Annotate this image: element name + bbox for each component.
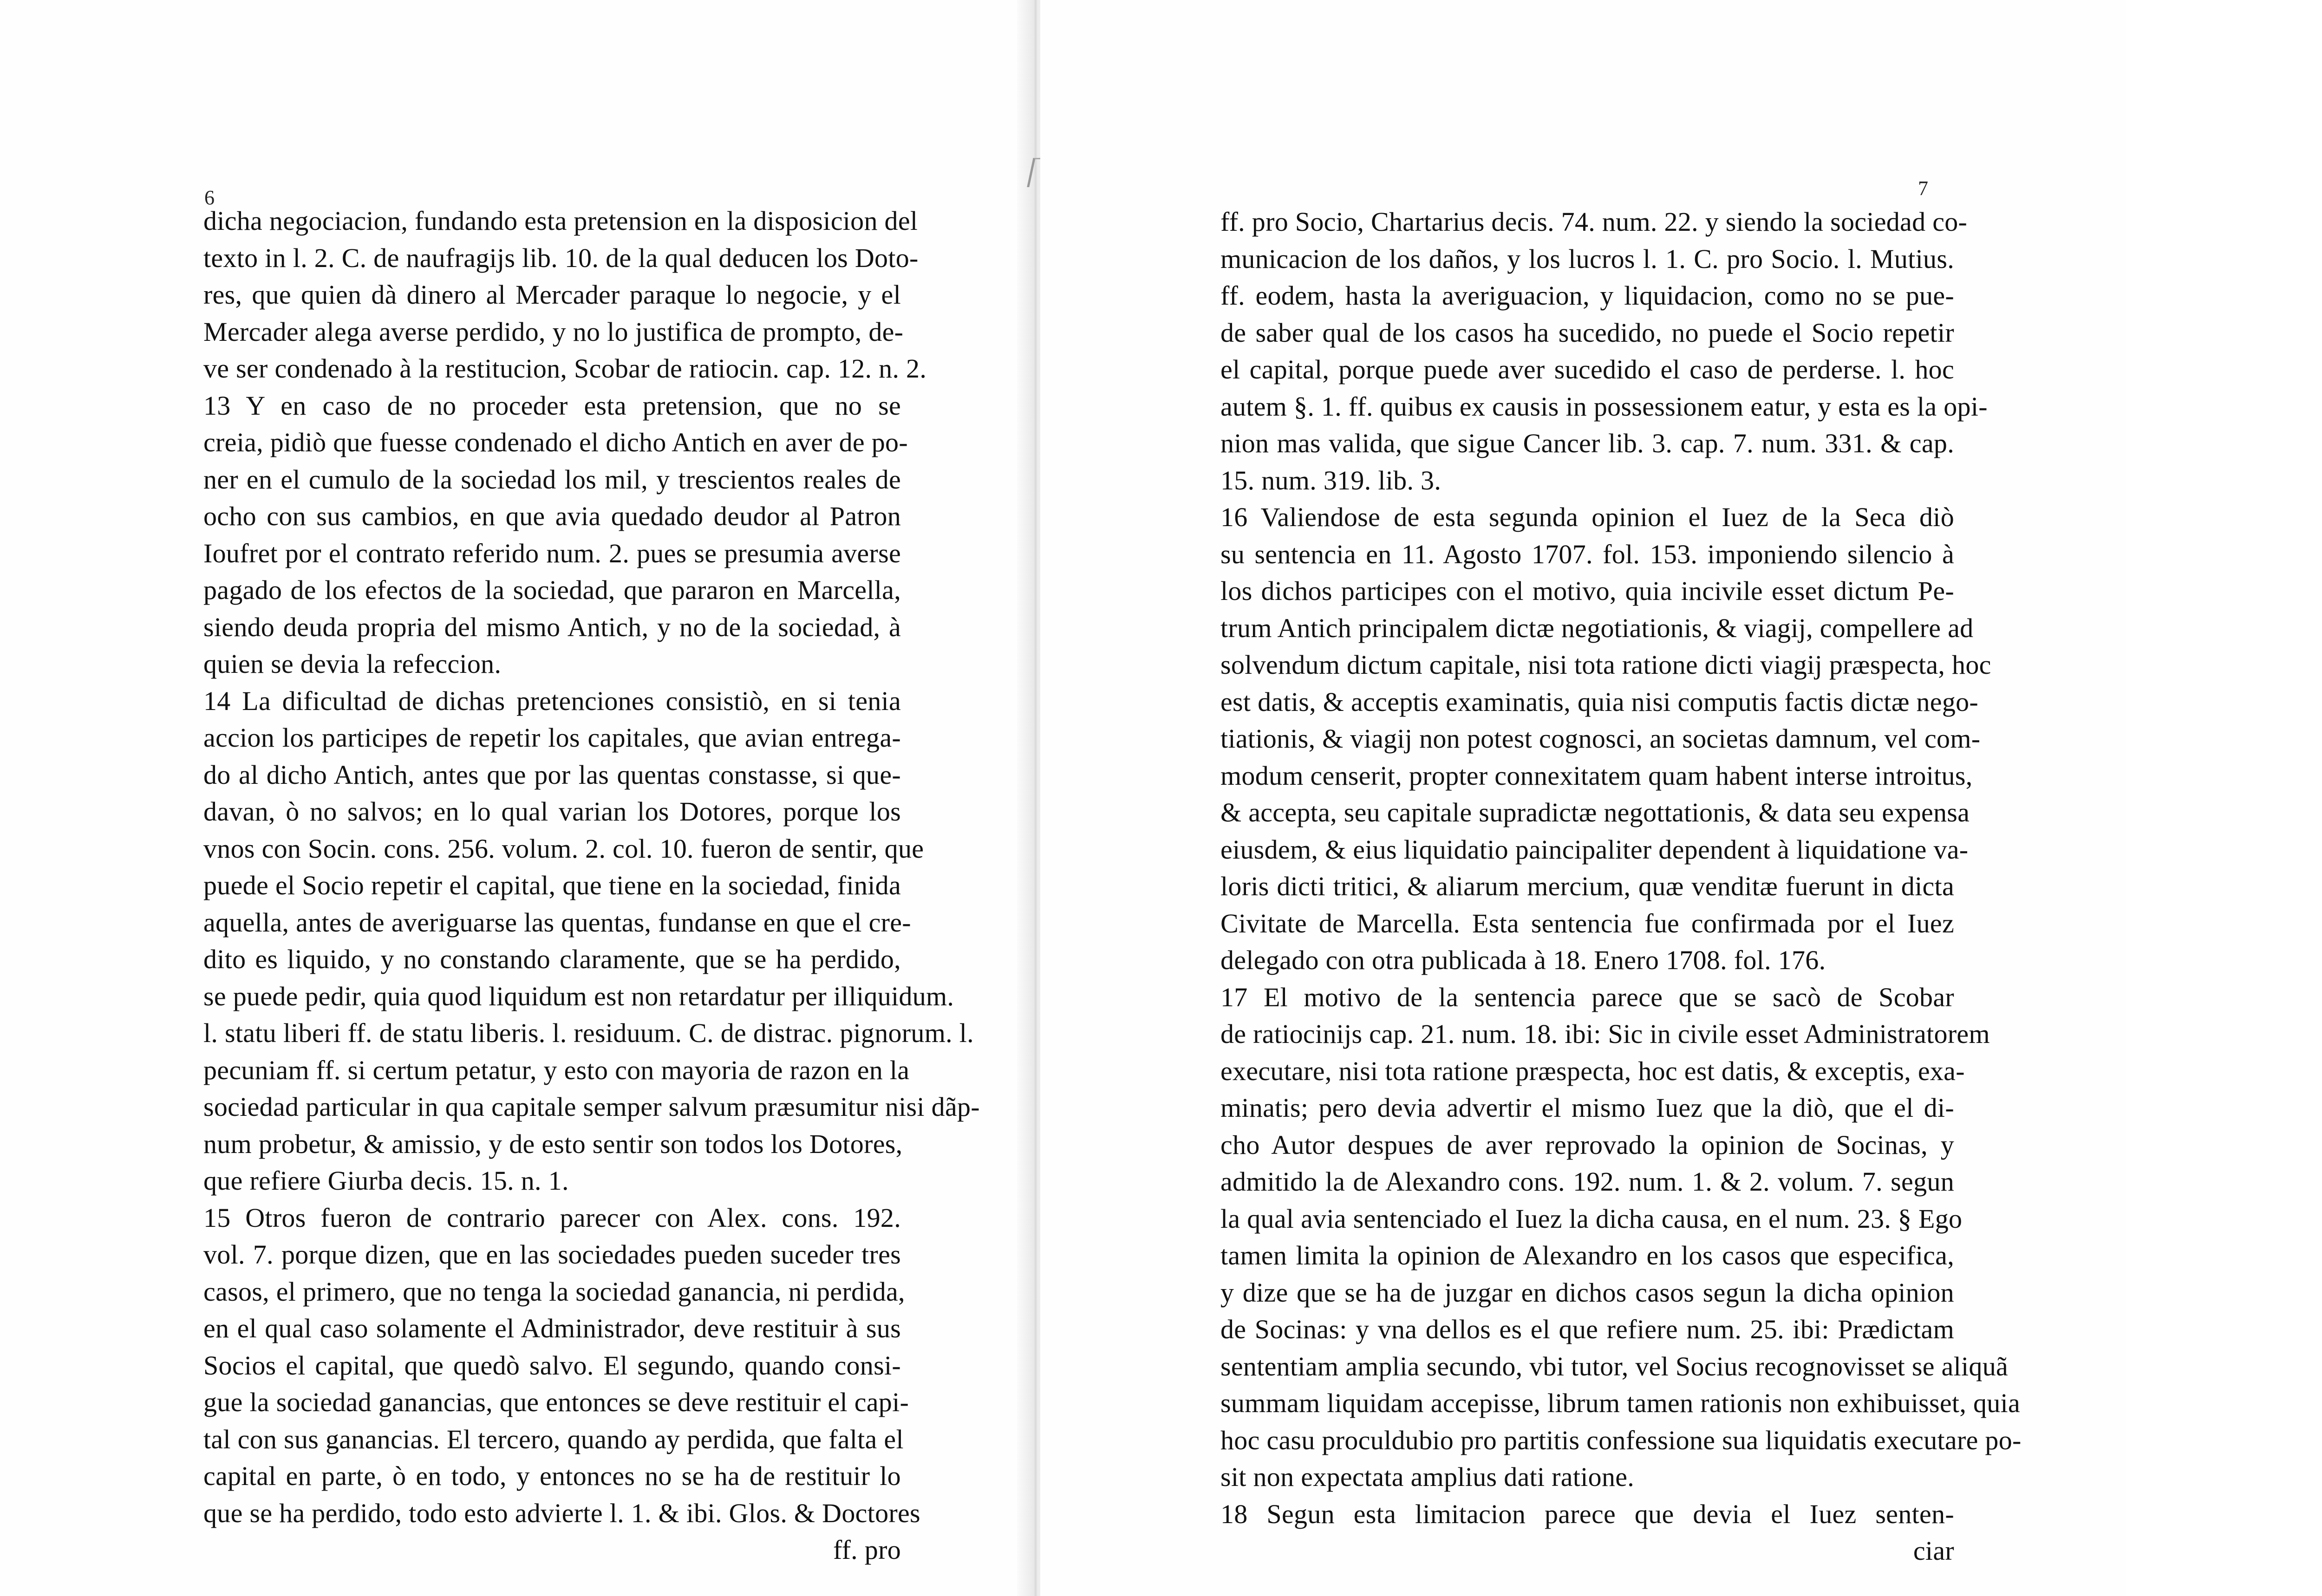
text-line: pecuniam ff. si certum petatur, y esto con mayoria de razon en la (203, 1055, 910, 1085)
text-line: ff. eodem, hasta la averiguacion, y liquidacion, como no se pue- (1220, 280, 1954, 311)
text-line: el capital, porque puede aver sucedido el caso de perderse. l. hoc (1220, 354, 1954, 384)
text-line: 18 Segun esta limitacion parece que devia el Iuez senten- (1220, 1498, 1954, 1529)
page-number-right: 7 (1918, 177, 1928, 200)
text-line: tamen limita la opinion de Alexandro en los casos que especifica, (1220, 1240, 1954, 1270)
text-line: texto in l. 2. C. de naufragijs lib. 10. de la qual deducen los Doto- (203, 242, 919, 273)
left-page (0, 0, 1031, 1596)
left-page-text (203, 202, 980, 1569)
text-line: eiusdem, & eius liquidatio paincipaliter dependent à liquidatione va- (1220, 834, 1969, 865)
text-line: trum Antich principalem dictæ negotiationis, & viagij, compellere ad (1220, 612, 1974, 643)
text-line: executare, nisi tota ratione præspecta, hoc est datis, & exceptis, exa- (1220, 1055, 1965, 1086)
text-line: minatis; pero devia advertir el mismo Iuez que la diò, que el di- (1220, 1093, 1954, 1123)
text-line: ff. pro (833, 1535, 901, 1565)
text-line: Civitate de Marcella. Esta sentencia fue confirmada por el Iuez (1220, 908, 1954, 938)
text-line: tiationis, & viagij non potest cognosci, an societas damnum, vel com- (1220, 723, 1981, 754)
text-line: de Socinas: y vna dellos es el que refiere num. 25. ibi: Prædictam (1220, 1314, 1954, 1344)
text-line: dicha negociacion, fundando esta pretension en la disposicion del (203, 206, 918, 236)
text-line: delegado con otra publicada à 18. Enero 1708. fol. 176. (1220, 945, 1826, 975)
text-line: ner en el cumulo de la sociedad los mil, y trescientos reales de (203, 464, 901, 495)
text-line: Ioufret por el contrato referido num. 2. pues se presumia averse (203, 538, 901, 568)
text-line: 14 La dificultad de dichas pretenciones consistiò, en si tenia (203, 685, 901, 716)
right-page-text (1220, 203, 2022, 1570)
text-line: sit non expectata amplius dati ratione. (1220, 1462, 1635, 1492)
text-line: Mercader alega averse perdido, y no lo justifica de prompto, de- (203, 316, 904, 347)
text-line: loris dicti tritici, & aliarum mercium, quæ venditæ fuerunt in dicta (1220, 871, 1954, 901)
text-line: nion mas valida, que sigue Cancer lib. 3. cap. 7. num. 331. & cap. (1220, 428, 1954, 458)
text-line: creia, pidiò que fuesse condenado el dicho Antich en aver de po- (203, 427, 908, 457)
text-line: res, que quien dà dinero al Mercader paraque lo negocie, y el (203, 280, 901, 310)
text-line: vol. 7. porque dizen, que en las sociedades pueden suceder tres (203, 1239, 901, 1270)
text-line: Socios el capital, que quedò salvo. El segundo, quando consi- (203, 1350, 901, 1381)
text-line: siendo deuda propria del mismo Antich, y no de la sociedad, à (203, 612, 901, 642)
text-line: tal con sus ganancias. El tercero, quando ay perdida, que falta el (203, 1424, 904, 1454)
text-line: pagado de los efectos de la sociedad, que pararon en Marcella, (203, 575, 901, 605)
text-line: y dize que se ha de juzgar en dichos casos segun la dicha opinion (1220, 1277, 1954, 1308)
text-line: sententiam amplia secundo, vbi tutor, vel Socius recognovisset se aliquã (1220, 1351, 2009, 1381)
text-line: admitido la de Alexandro cons. 192. num. 1. & 2. volum. 7. segun (1220, 1166, 1954, 1197)
text-line: gue la sociedad ganancias, que entonces se deve restituir el capi- (203, 1387, 909, 1417)
text-line: su sentencia en 11. Agosto 1707. fol. 153. imponiendo silencio à (1220, 539, 1954, 569)
text-line: los dichos participes con el motivo, quia incivile esset dictum Pe- (1220, 576, 1954, 606)
text-line: do al dicho Antich, antes que por las quentas constasse, si que- (203, 759, 901, 790)
text-line: en el qual caso solamente el Administrador, deve restituir à sus (203, 1313, 901, 1343)
text-line: autem §. 1. ff. quibus ex causis in possessionem eatur, y esta es la opi- (1220, 391, 1988, 422)
text-line: 16 Valiendose de esta segunda opinion el Iuez de la Seca diò (1220, 502, 1954, 532)
text-line: capital en parte, ò en todo, y entonces no se ha de restituir lo (203, 1461, 901, 1491)
text-line: que se ha perdido, todo esto advierte l. 1. & ibi. Glos. & Doctores (203, 1498, 920, 1528)
text-line: 13 Y en caso de no proceder esta pretension, que no se (203, 390, 901, 421)
text-line: casos, el primero, que no tenga la sociedad ganancia, ni perdida, (203, 1276, 905, 1307)
text-line: que refiere Giurba decis. 15. n. 1. (203, 1166, 569, 1196)
text-line: vnos con Socin. cons. 256. volum. 2. col. 10. fueron de sentir, que (203, 833, 924, 864)
text-line: summam liquidam accepisse, librum tamen rationis non exhibuisset, quia (1220, 1388, 2021, 1418)
text-line: aquella, antes de averiguarse las quentas, fundanse en que el cre- (203, 907, 911, 938)
text-line: est datis, & acceptis examinatis, quia nisi computis factis dictæ nego- (1220, 686, 1979, 717)
text-line: l. statu liberi ff. de statu liberis. l. residuum. C. de distrac. pignorum. l. (203, 1018, 974, 1048)
text-line: 15 Otros fueron de contrario parecer con Alex. cons. 192. (203, 1202, 901, 1233)
text-line: accion los participes de repetir los capitales, que avian entrega- (203, 723, 901, 753)
text-line: de ratiocinijs cap. 21. num. 18. ibi: Sic in civile esset Administratorem (1220, 1019, 1990, 1049)
text-line: 15. num. 319. lib. 3. (1220, 465, 1441, 495)
text-line: ve ser condenado à la restitucion, Scobar de ratiocin. cap. 12. n. 2. (203, 353, 927, 384)
text-line: de saber qual de los casos ha sucedido, no puede el Socio repetir (1220, 317, 1954, 348)
text-line: quien se devia la refeccion. (203, 649, 502, 679)
text-line: & accepta, seu capitale supradictæ negottationis, & data seu expensa (1220, 797, 1970, 827)
text-line: davan, ò no salvos; en lo qual varian los Dotores, porque los (203, 796, 901, 827)
text-line: se puede pedir, quia quod liquidum est non retardatur per illiquidum. (203, 981, 954, 1011)
text-line: modum censerit, propter connexitatem quam habent interse introitus, (1220, 760, 1973, 791)
text-line: num probetur, & amissio, y de esto sentir son todos los Dotores, (203, 1128, 903, 1159)
page-number-left: 6 (204, 186, 215, 209)
text-line: ff. pro Socio, Chartarius decis. 74. num. 22. y siendo la sociedad co- (1220, 207, 1968, 237)
text-line: 17 El motivo de la sentencia parece que se sacò de Scobar (1220, 982, 1954, 1012)
text-line: puede el Socio repetir el capital, que tiene en la sociedad, finida (203, 870, 901, 900)
text-line: solvendum dictum capitale, nisi tota ratione dicti viagij præspecta, hoc (1220, 650, 1991, 680)
text-line: dito es liquido, y no constando claramente, que se ha perdido, (203, 944, 901, 974)
text-line: ciar (1913, 1536, 1954, 1566)
text-line: municacion de los daños, y los lucros l. 1. C. pro Socio. l. Mutius. (1220, 243, 1954, 274)
text-line: sociedad particular in qua capitale semper salvum præsumitur nisi dãp- (203, 1092, 980, 1122)
text-line: cho Autor despues de aver reprovado la opinion de Socinas, y (1220, 1129, 1954, 1160)
right-page (1040, 0, 2126, 1596)
text-line: hoc casu proculdubio pro partitis confessione sua liquidatis executare po- (1220, 1425, 2022, 1455)
text-line: la qual avia sentenciado el Iuez la dicha causa, en el num. 23. § Ego (1220, 1203, 1963, 1234)
text-line: ocho con sus cambios, en que avia quedado deudor al Patron (203, 501, 901, 531)
